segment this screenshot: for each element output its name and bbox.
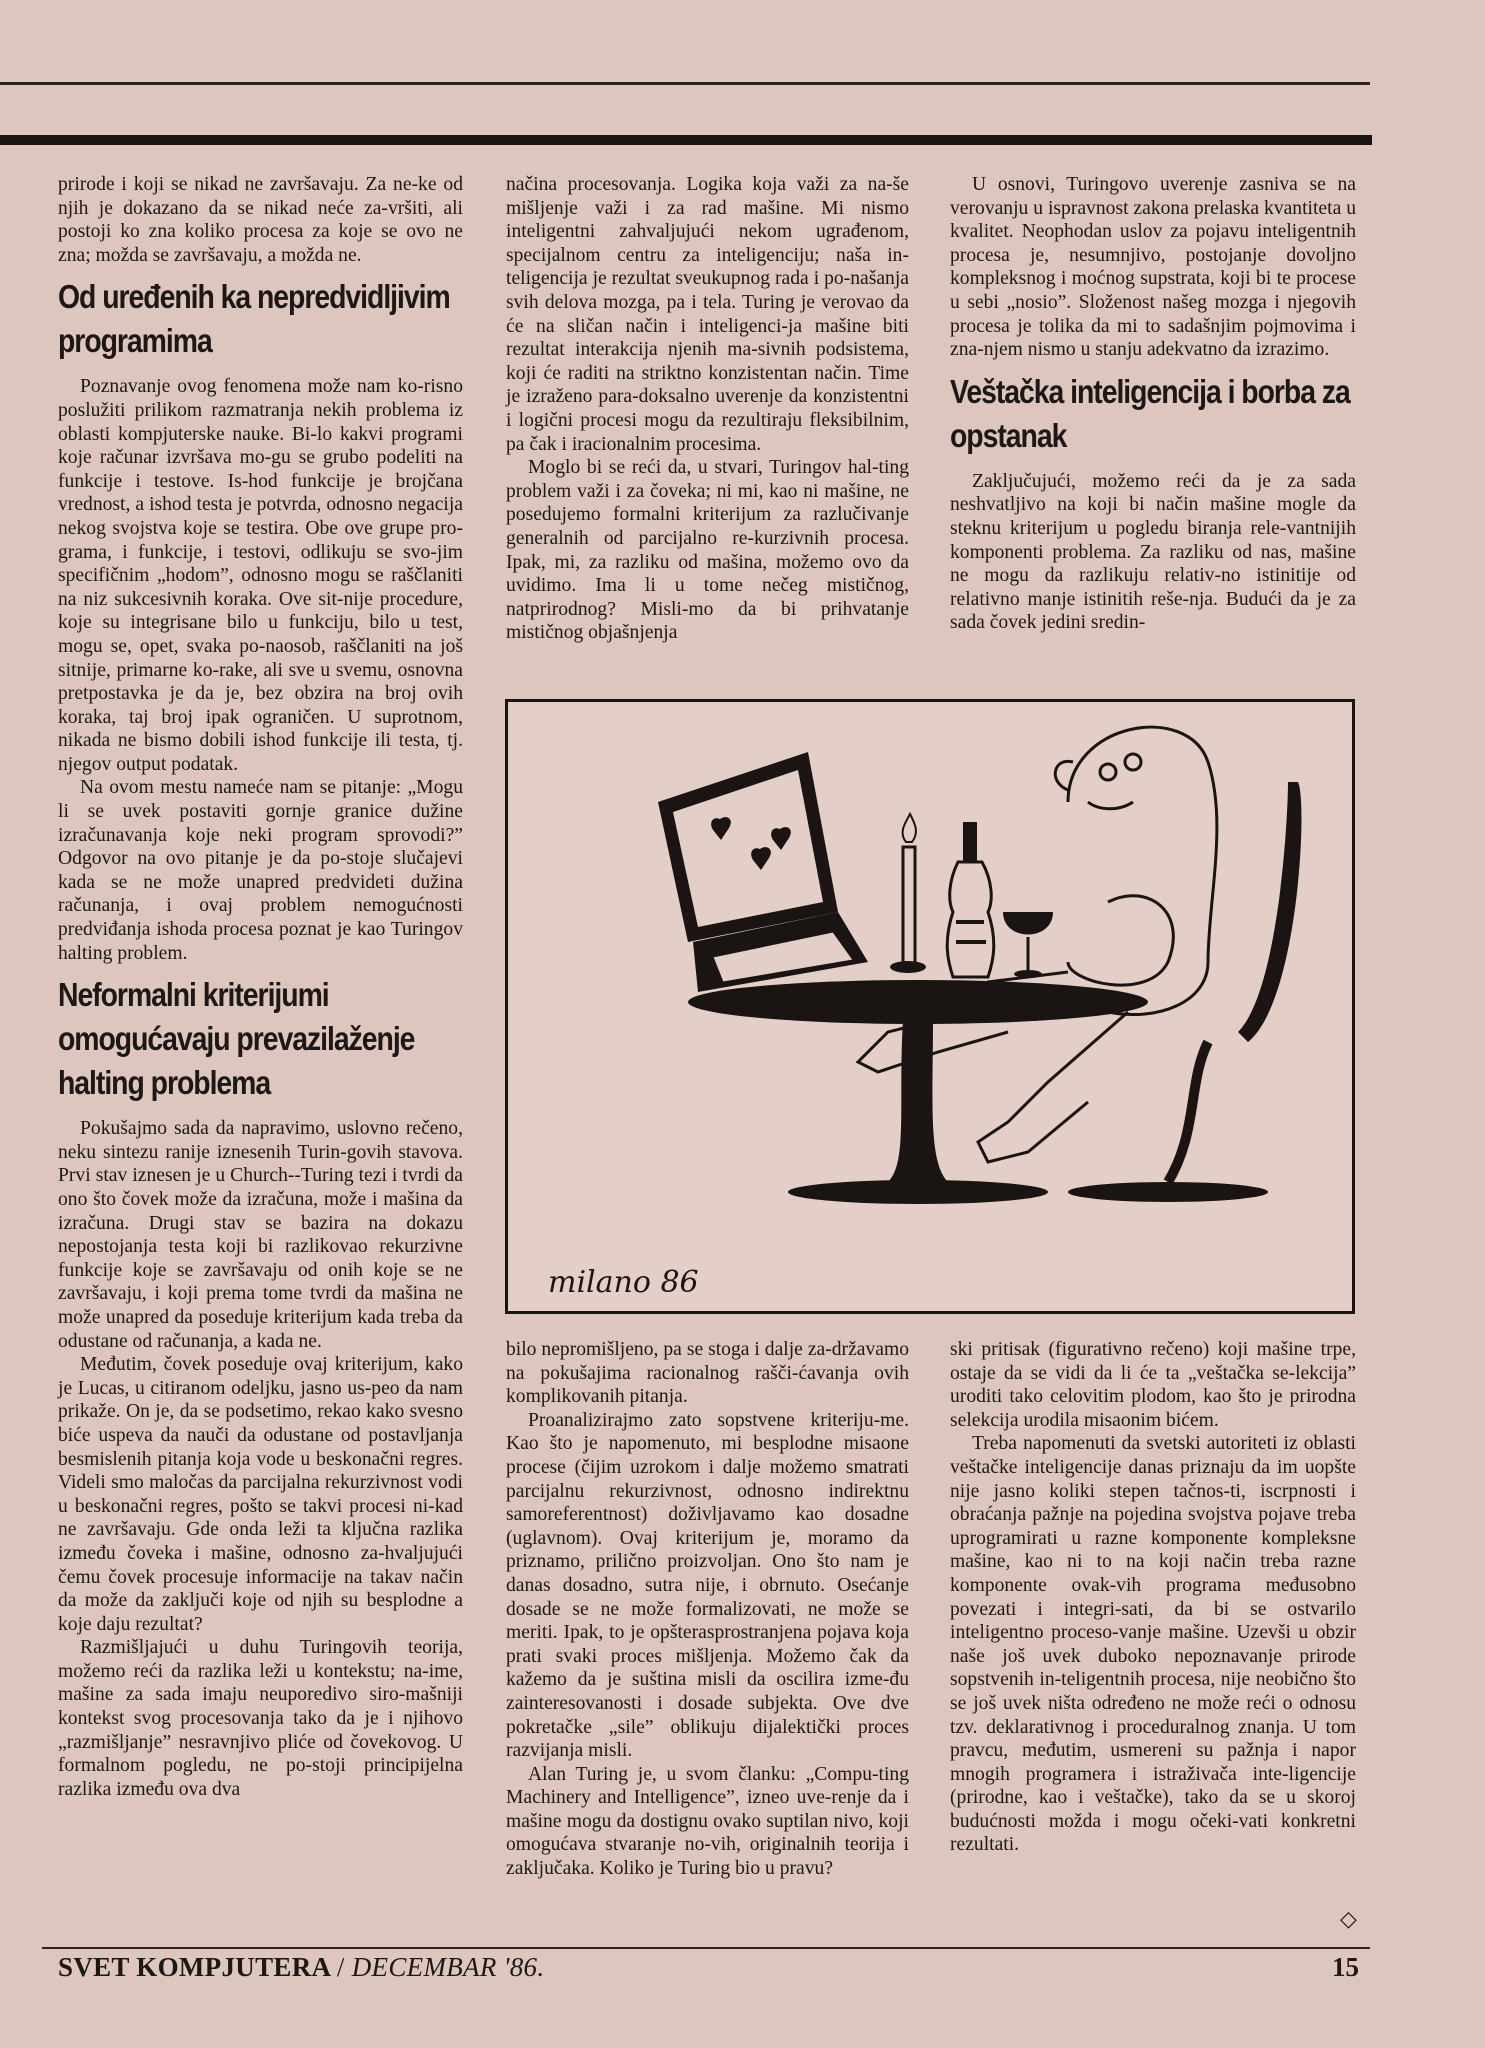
cartoon-drawing <box>508 702 1352 1311</box>
footer-rule <box>42 1947 1370 1949</box>
paragraph: Treba napomenuti da svetski autoriteti iz oblasti veštačke inteligencije danas priznaju da im uopšte nije jasno koliki stepen tačnos-ti, iscrpnosti i obraćanja pažnje na pojedina svojstva pojave treba uprogramirati u razne komponente kompleksne mašine, kao ni to na koji način treba razne komponente ovak-vih programa međusobno povezati i integri-sati, da bi se ostvarilo inteligentno proceso-vanje mašine. Uzevši u obzir naše još uvek duboko nepoznavanje prirode sopstvenih in-teligentnih procesa, nije neobično što se još uvek ništa određeno ne može reći o odnosu tzv. deklarativnog i proceduralnog znanja. U tom pravcu, međutim, usmereni su pažnja i napor mnogih programera i istraživača inte-ligencije (prirodne, kao i veštačke), tako da se u skoroj budućnosti možda i mogu očeki-vati konkretni rezultati. <box>950 1433 1356 1856</box>
candle <box>890 814 926 973</box>
column-2-lower <box>506 1338 909 1881</box>
paragraph: ski pritisak (figurativno rečeno) koji mašine trpe, ostaje da se vidi da li će ta „veštačka se-lekcija” uroditi tako celovitim plodom, kao što je prirodna selekcija urodila misaonim bićem. <box>950 1339 1356 1431</box>
table-base <box>788 1180 1048 1204</box>
paragraph: prirode i koji se nikad ne završavaju. Za ne-ke od njih je dokazano da se nikad neće za-vršiti, ali postoji ko zna koliko procesa za koje se ovo ne zna; možda se završavaju, a možda ne. <box>58 174 463 266</box>
paragraph: bilo nepromišljeno, pa se stoga i dalje za-državamo na pokušajima racionalnog rašči-ćavanja ovih komplikovanih pitanja. <box>506 1339 909 1408</box>
section-heading: Veštačka inteligencija i borba za opstanak <box>950 372 1350 454</box>
section-heading: Neformalni kriterijumi omogućavaju prevazilaženje halting problema <box>58 976 415 1102</box>
top-rule <box>0 82 1370 85</box>
footer-masthead <box>58 1952 544 1983</box>
paragraph: Moglo bi se reći da, u stvari, Turingov hal-ting problem važi i za čoveka; ni mi, kao ni mašine, ne posedujemo formalni kriterijum za razlučivanje generalnih od parcijalno re-kurzivnih procesa. Ipak, mi, za razliku od mašina, možemo ovo da uvidimo. Ima li u tome nečeg mističnog, natprirodnog? Misli-mo da bi prihvatanje mističnog objašnjenja <box>506 457 909 644</box>
paragraph: U osnovi, Turingovo uverenje zasniva se na verovanju u ispravnost zakona prelaska kvantiteta u kvalitet. Neophodan uslov za pojavu inteligentnih procesa je, nesumnjivo, postojanje dovoljno kompleksnog i moćnog supstrata, koji bi te procese u sebi „nosio”. Složenost našeg mozga i njegovih procesa je tolika da mi to sadašnjim pojmovima i zna-njem nismo u stanju adekvatno da izrazimo. <box>950 174 1356 361</box>
artist-signature: milano 86 <box>548 1265 699 1300</box>
table-top <box>688 980 1148 1024</box>
paragraph: Pokušajmo sada da napravimo, uslovno rečeno, neku sintezu ranije iznesenih Turin-govih stavova. Prvi stav iznesen je u Church--Turing tezi i tvrdi da ono što čovek može da izračuna, može i mašina da izračuna. Drugi stav se bazira na dokazu nepostojanja testa koji bi razlikovao rekurzivne funkcije koje se završavaju od onih koje se ne završavaju, i koji prema tome tvrdi da mašina ne može unapred da poseduje kriterijum kada treba da odustane od računanja, a kada ne. <box>58 1118 463 1352</box>
section-heading: Od uređenih ka nepredvidljivim programima <box>58 278 450 360</box>
footer-separator: / <box>336 1952 345 1982</box>
paragraph: Poznavanje ovog fenomena može nam ko-risno poslužiti prilikom razmatranja nekih problema iz oblasti kompjuterske nauke. Bi-lo kakvi programi koje računar izvršava mo-gu se grubo podeliti na funkcije i testove. Is-hod funkcije je brojčana vrednost, a ishod testa je potvrda, odnosno negacija nekog svojstva koje se testira. Obe ove grupe pro-grama, i funkcije, i testovi, odlikuju se svo-jim specifičnim „hodom”, odnosno mogu se raščlaniti na niz sukcesivnih koraka. Ove sit-nije procedure, koje su integrisane bilo u funkciju, bilo u test, mogu se, opet, svaka po-naosob, raščlaniti na još sitnije, primarne ko-rake, ali sve u svemu, osnovna pretpostavka je da je, bez obzira na broj ovih koraka, taj broj ipak ograničen. U suprotnom, nikada ne bismo dobili ishod funkcije ili testa, tj. njegov output podatak. <box>58 376 463 775</box>
paragraph: načina procesovanja. Logika koja važi za na-še mišljenje važi i za rad mašine. Mi nismo inteligentni zahvaljujući nekom ugrađenom, specijalnom centru za inteligenciju; naša in-teligencija je rezultat sveukupnog rada i po-našanja svih delova mozga, pa i tela. Turing je verovao da će na sličan način i inteligenci-ja mašine biti rezultat interakcija njenih ma-sivnih podsistema, koji će raditi na striktno konzistentan način. Time je izraženo para-doksalno uverenje da konzistentni i logični procesi mogu da rezultiraju fleksibilnim, pa čak i iracionalnim procesima. <box>506 174 909 455</box>
issue-date: DECEMBAR '86. <box>351 1952 545 1982</box>
end-mark-icon: ◇ <box>1340 1906 1357 1931</box>
paragraph: Zaključujući, možemo reći da je za sada neshvatljivo na koji bi način mašine mogle da steknu kriterijum u pogledu biranja rele-vantnijih komponenti problema. Za razliku od nas, mašine ne mogu da razlikuju relativ-no istinitije od relativno manje istinitih reše-nja. Budući da je za sada čovek jedini sredin- <box>950 470 1356 634</box>
page-number: 15 <box>1332 1952 1359 1982</box>
header-bar <box>0 135 1372 145</box>
paragraph: Međutim, čovek poseduje ovaj kriterijum, kako je Lucas, u citiranom odeljku, jasno us-peo da nam prikaže. On je, da se podsetimo, rekao kako svesno biće uspeva da nauči da odustane od postavljanja besmislenih pitanja koja vode u beskonačni regres. Videli smo maločas da parcijalna rekurzivnost vodi u beskonačni regres, pošto se takvi procesi ni-kad ne završavaju. Gde onda leži ta ključna razlika između čoveka i mašine, odnosno za-hvaljujući čemu čovek procesuje informacije na takav način da može da zaključi koje od njih su besplodne a koje daju rezultat? <box>58 1354 463 1635</box>
column-1 <box>58 173 463 1801</box>
paragraph: Na ovom mestu nameće nam se pitanje: „Mogu li se uvek postaviti gornje granice dužine izračunavanja koje neki program sprovodi?” Odgovor na ovo pitanje je da po-stoje slučajevi kada se ne može unapred predvideti dužina računanja, i ovaj problem nemogućnosti predviđanja ishoda procesa poznat je kao Turingov halting problem. <box>58 777 463 964</box>
cartoon-illustration <box>505 699 1355 1314</box>
magazine-name: SVET KOMPJUTERA <box>58 1952 330 1982</box>
paragraph: Razmišljajući u duhu Turingovih teorija, možemo reći da razlika leži u kontekstu; na-ime, mašine za sada imaju neuporedivo siro-mašniji kontekst svog procesovanja tako da je i njihovo „razmišljanje” nesravnjivo pliće od čovekovog. U formalnom pogledu, ne po-stoji principijelna razlika između ova dva <box>58 1637 463 1800</box>
paragraph: Alan Turing je, u svom članku: „Compu-ting Machinery and Intelligence”, izneo uve-renje da i mašine mogu da dostignu ovako suptilan nivo, koji omogućava stvaranje no-vih, originalnih teorija i zaključaka. Koliko je Turing bio u pravu? <box>506 1763 909 1880</box>
computer <box>658 752 868 992</box>
table-stem <box>888 1020 948 1182</box>
column-3 <box>950 173 1356 635</box>
paragraph: Proanalizirajmo zato sopstvene kriteriju-me. Kao što je napomenuto, mi besplodne misaone procese (čijim uzrokom i dalje možemo smatrati parcijalnu rekurzivnost, odnosno indirektnu samoreferentnost) doživljavamo kao dosadne (uglavnom). Ovaj kriterijum je, moramo da priznamo, prilično proizvoljan. Ono što nam je danas dosadno, sutra nije, i obrnuto. Osećanje dosade se ne može formalizovati, ne može se meriti. Ipak, to je opšterasprostranjena pojava koja prati svaki proces mišljenja. Možemo čak da kažemo da je suština misli da oscilira izme-đu zainteresovanosti i dosade subjekta. Ove dve pokretačke „sile” oblikuju dijalektički proces razvijanja misli. <box>506 1409 909 1762</box>
wine-glass <box>1003 912 1053 978</box>
bottle <box>947 822 994 977</box>
column-2 <box>506 173 909 645</box>
column-3-lower <box>950 1338 1356 1857</box>
